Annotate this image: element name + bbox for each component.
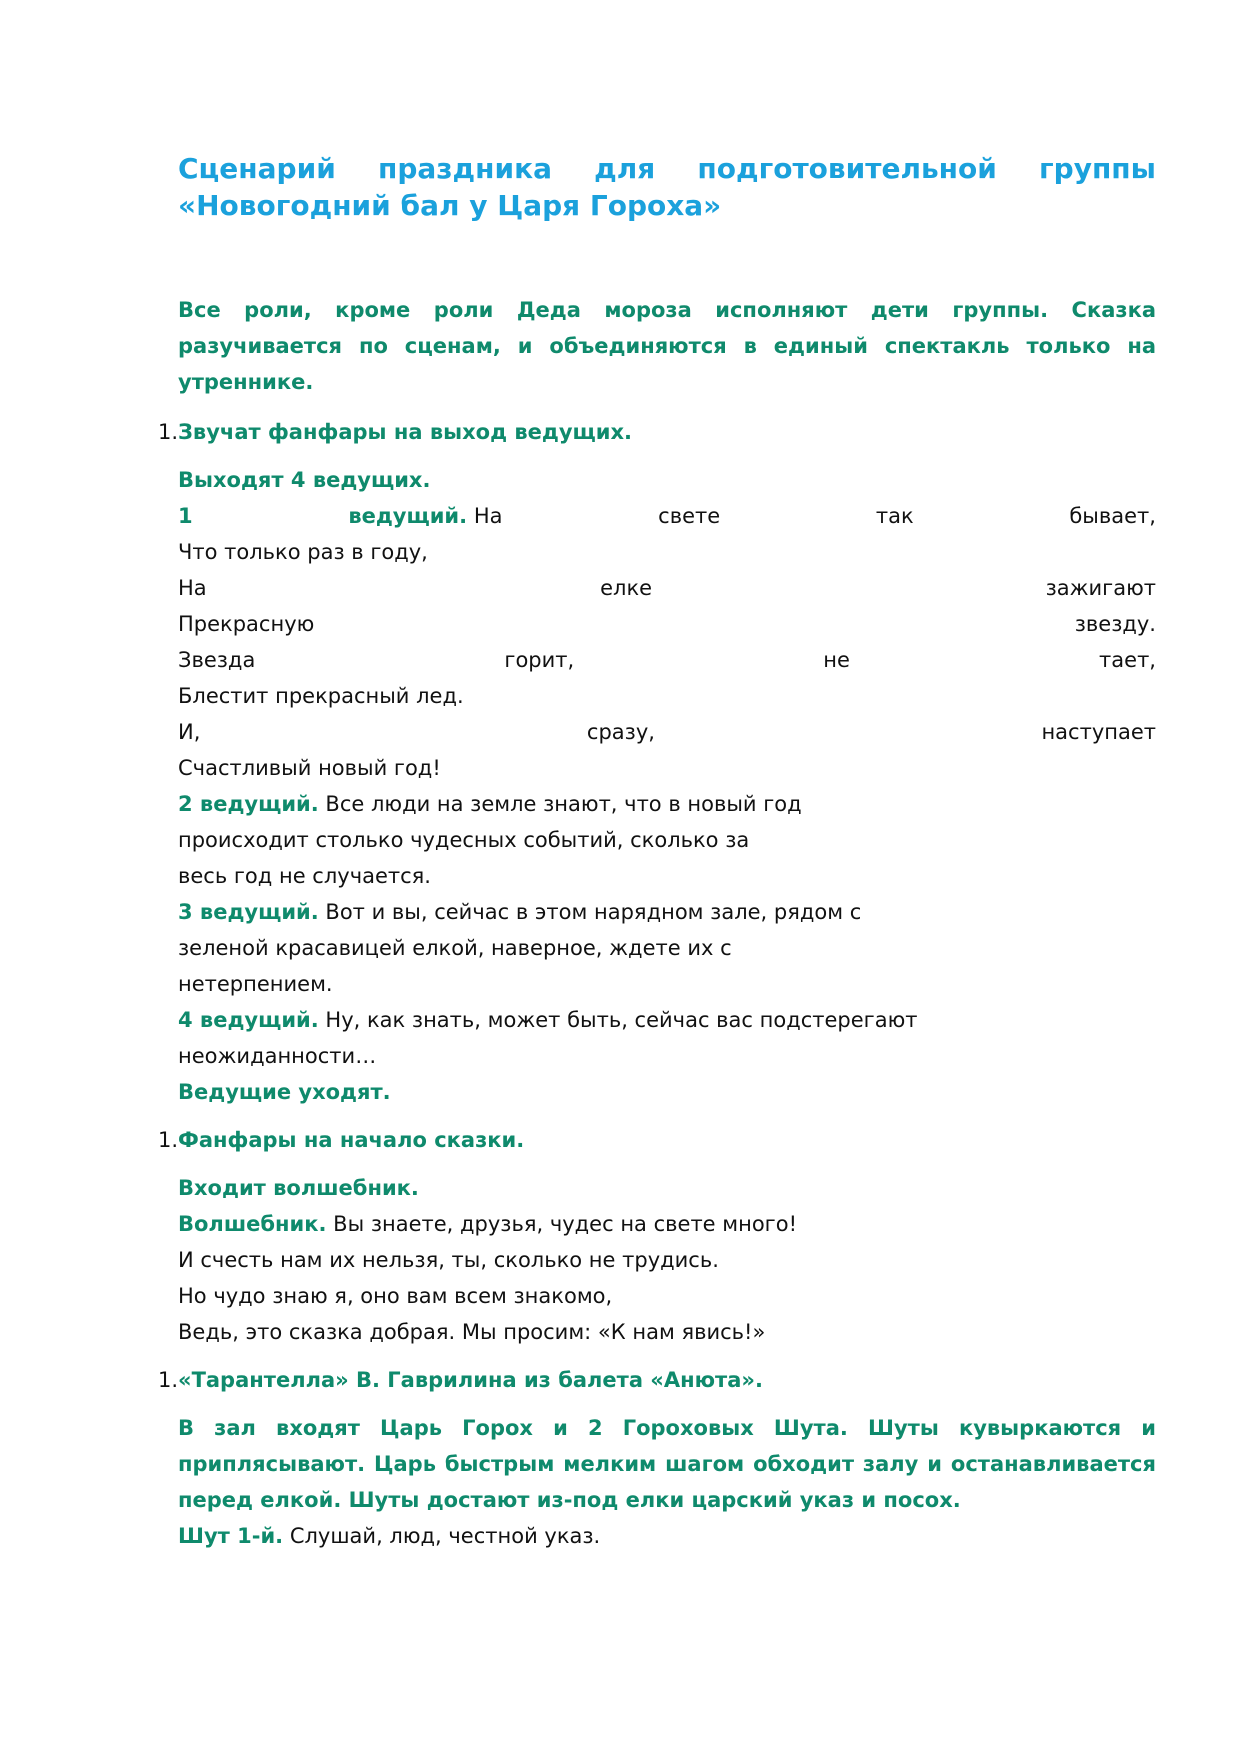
- verse-word: бывает,: [1069, 504, 1156, 528]
- speech-text: Вот и вы, сейчас в этом нарядном зале, рядом с: [325, 900, 862, 924]
- verse-word: горит,: [504, 648, 575, 672]
- section-2-heading: [158, 1122, 1156, 1158]
- title-word: подготовительной: [697, 152, 997, 185]
- verse-word: На: [178, 576, 207, 600]
- verse-word: елке: [600, 576, 653, 600]
- lead3-line: [178, 894, 1156, 930]
- lead1-line-1: [178, 498, 1156, 534]
- verse-word: не: [823, 648, 850, 672]
- stage-direction: В зал входят Царь Горох и 2 Гороховых Шута. Шуты кувыркаются и приплясывают. Царь быстрым мелким шагом обходит залу и останавливается перед елкой. Шуты достают из-под елки царский указ и посох.: [178, 1416, 1156, 1512]
- speech-line: нетерпением.: [178, 972, 333, 996]
- title-row-1: [178, 150, 1156, 187]
- speech-line: Но чудо знаю я, оно вам всем знакомо,: [178, 1284, 613, 1308]
- verse-line: [178, 714, 1156, 750]
- title-word: праздника: [377, 152, 552, 185]
- verse-line: Блестит прекрасный лед.: [178, 684, 464, 708]
- verse-word: наступает: [1041, 720, 1156, 744]
- speaker-name: Волшебник.: [178, 1212, 327, 1236]
- list-number: 1.: [158, 1128, 179, 1152]
- verse-word: Прекрасную: [178, 612, 315, 636]
- list-number: 1.: [158, 420, 179, 444]
- title-word: группы: [1039, 152, 1156, 185]
- cue-text: Звучат фанфары на выход ведущих.: [178, 420, 632, 444]
- speech-text: Слушай, люд, честной указ.: [289, 1524, 601, 1548]
- jester-line: [178, 1518, 1156, 1554]
- cue-text: «Тарантелла» В. Гаврилина из балета «Анюта».: [178, 1368, 763, 1392]
- section-1-heading: [158, 414, 1156, 450]
- speech-line: весь год не случается.: [178, 864, 431, 888]
- speech-line: происходит столько чудесных событий, сколько за: [178, 828, 750, 852]
- speaker-name: Шут 1-й.: [178, 1524, 284, 1548]
- wizard-line: [178, 1206, 1156, 1242]
- verse-line: [178, 570, 1156, 606]
- intro-note: Все роли, кроме роли Деда мороза исполняют дети группы. Сказка разучивается по сценам, и объединяются в единый спектакль только на утреннике.: [178, 298, 1156, 394]
- speaker-name: 2 ведущий.: [178, 792, 319, 816]
- speech-text: Ну, как знать, может быть, сейчас вас подстерегают: [325, 1008, 918, 1032]
- lead4-line: [178, 1002, 1156, 1038]
- speech-line: неожиданности…: [178, 1044, 377, 1068]
- verse-word: звезду.: [1074, 612, 1156, 636]
- verse-word: зажигают: [1045, 576, 1156, 600]
- stage-direction: Выходят 4 ведущих.: [178, 468, 431, 492]
- verse-word: тает,: [1099, 648, 1156, 672]
- title-row-2: «Новогодний бал у Царя Гороха»: [178, 189, 722, 222]
- lead1-number: 1: [178, 504, 193, 528]
- list-number: 1.: [158, 1368, 179, 1392]
- section-3-heading: [158, 1362, 1156, 1398]
- title-word: Сценарий: [178, 152, 336, 185]
- lead2-line: [178, 786, 1156, 822]
- verse-line: Счастливый новый год!: [178, 756, 441, 780]
- cue-text: Фанфары на начало сказки.: [178, 1128, 525, 1152]
- verse-word: так: [875, 504, 914, 528]
- stage-direction: Ведущие уходят.: [178, 1080, 391, 1104]
- speech-line: Ведь, это сказка добрая. Мы просим: «К нам явись!»: [178, 1320, 766, 1344]
- document-page: [158, 150, 1156, 1554]
- speech-line: зеленой красавицей елкой, наверное, ждете их с: [178, 936, 732, 960]
- speech-line: И счесть нам их нельзя, ты, сколько не трудись.: [178, 1248, 719, 1272]
- verse-word: Звезда: [178, 648, 256, 672]
- verse-line: [178, 606, 1156, 642]
- stage-direction: Входит волшебник.: [178, 1176, 419, 1200]
- speaker-name: 4 ведущий.: [178, 1008, 319, 1032]
- title-word: для: [594, 152, 656, 185]
- speech-text: Вы знаете, друзья, чудес на свете много!: [333, 1212, 797, 1236]
- speech-text: Все люди на земле знают, что в новый год: [325, 792, 802, 816]
- document-title: [178, 150, 1156, 224]
- verse-word: И,: [178, 720, 201, 744]
- verse-line: Что только раз в году,: [178, 540, 428, 564]
- verse-word: свете: [658, 504, 721, 528]
- verse-line: [178, 642, 1156, 678]
- speaker-name: 3 ведущий.: [178, 900, 319, 924]
- lead1-speaker-word: ведущий. На: [348, 504, 503, 528]
- verse-word: сразу,: [586, 720, 655, 744]
